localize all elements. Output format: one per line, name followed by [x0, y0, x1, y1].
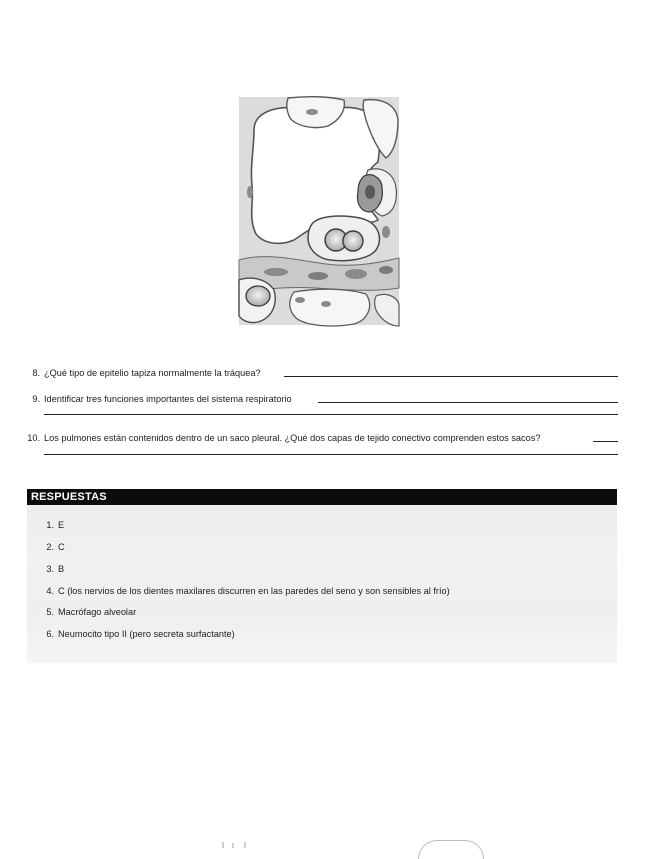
answer-text: C (los nervios de los dientes maxilares discurren en las paredes del seno y son sensibles al frío) [58, 586, 450, 596]
answer-item [28, 606, 608, 618]
answer-number: 2. [46, 542, 54, 552]
scan-artifact [418, 840, 484, 859]
alveolus-figure [236, 92, 402, 328]
answer-item [28, 541, 608, 553]
answer-number: 4. [46, 586, 54, 596]
question-text: Identificar tres funciones importantes del sistema respiratorio [44, 394, 292, 404]
answer-item [28, 519, 608, 531]
question-8 [26, 367, 618, 379]
answers-header [27, 489, 617, 505]
question-number: 9. [32, 394, 40, 404]
answer-number: 1. [46, 520, 54, 530]
answer-item [28, 563, 608, 575]
answer-text: Macrófago alveolar [58, 607, 137, 617]
question-text: ¿Qué tipo de epitelio tapiza normalmente la tráquea? [44, 368, 261, 378]
alveolus-histology-icon [236, 92, 402, 328]
answer-number: 6. [46, 629, 54, 639]
answer-number: 5. [46, 607, 54, 617]
answer-text: B [58, 564, 65, 574]
scan-artifact [244, 842, 246, 848]
question-10 [26, 432, 618, 444]
scan-artifact [232, 843, 234, 848]
question-number: 8. [32, 368, 40, 378]
answer-text: E [58, 520, 65, 530]
answer-line-9a[interactable] [318, 402, 618, 403]
answer-item [28, 585, 608, 597]
answer-text: C [58, 542, 65, 552]
answer-line-9b[interactable] [44, 414, 618, 415]
answers-title: RESPUESTAS [31, 491, 107, 503]
question-number: 10. [27, 433, 40, 443]
answer-item [28, 628, 608, 640]
answers-panel [27, 489, 617, 663]
question-9 [26, 393, 618, 405]
scan-artifact [222, 842, 224, 848]
answer-line-10b[interactable] [44, 454, 618, 455]
question-text: Los pulmones están contenidos dentro de un saco pleural. ¿Qué dos capas de tejido conectivo comprenden estos sacos? [44, 433, 541, 443]
answer-line-10a[interactable] [593, 441, 618, 442]
answer-line-8[interactable] [284, 376, 618, 377]
answer-text: Neumocito tipo II (pero secreta surfactante) [58, 629, 235, 639]
answer-number: 3. [46, 564, 54, 574]
